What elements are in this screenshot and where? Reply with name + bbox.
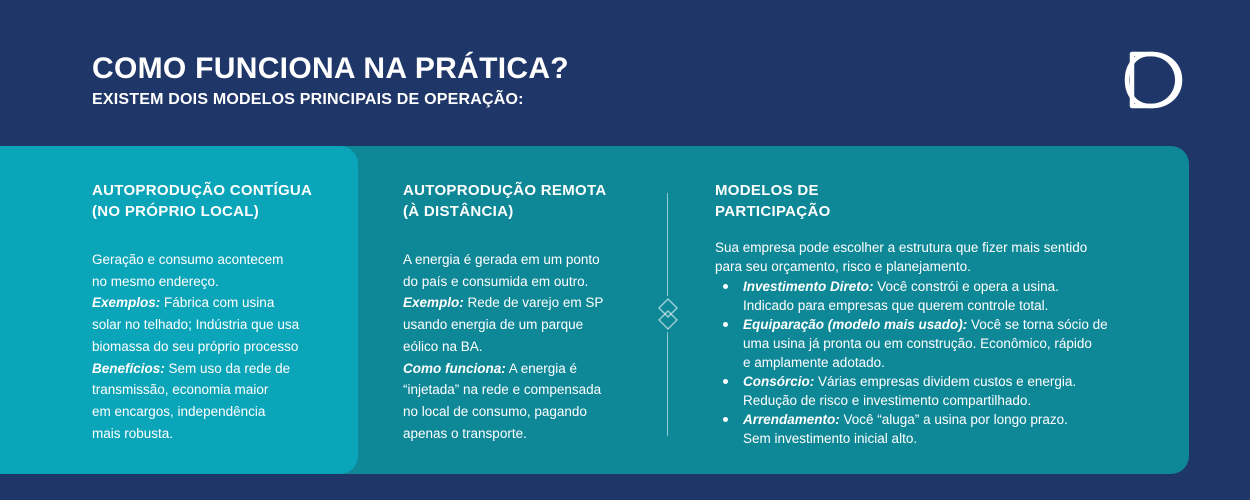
list-item: Equiparação (modelo mais usado): Você se torna sócio de uma usina já pronta ou em construção. Econômico, rápido e amplamente adotado.	[715, 315, 1155, 372]
text-line: Geração e consumo acontecem	[92, 252, 284, 267]
text-line: “injetada” na rede e compensada	[403, 382, 602, 398]
page-title: COMO FUNCIONA NA PRÁTICA?	[92, 52, 569, 85]
text-line: solar no telhado; Indústria que usa	[92, 317, 300, 333]
text-line: Benefícios: Sem uso da rede de	[92, 360, 291, 376]
text-line: Como funciona: A energia é	[403, 360, 578, 376]
text-line: usando energia de um parque	[403, 317, 584, 333]
text-line: em encargos, independência	[92, 403, 266, 419]
column-body	[92, 249, 352, 444]
text-line: mais robusta.	[92, 425, 174, 441]
text-line: A energia é gerada em um ponto	[403, 252, 600, 267]
bullet-icon	[723, 322, 728, 327]
bullet-icon	[723, 284, 728, 289]
text-line: transmissão, economia maior	[92, 382, 269, 398]
column-heading: AUTOPRODUÇÃO CONTÍGUA (NO PRÓPRIO LOCAL)	[92, 182, 313, 220]
list-item: Arrendamento: Você “aluga” a usina por longo prazo. Sem investimento inicial alto.	[715, 410, 1155, 448]
bullet-icon	[723, 379, 728, 384]
text-line: do país e consumida em outro.	[403, 273, 589, 289]
list-item: Investimento Direto: Você constrói e opera a usina. Indicado para empresas que querem controle total.	[715, 277, 1155, 315]
divider-diamond-icon	[656, 296, 680, 332]
list-item: Consórcio: Várias empresas dividem custos e energia. Redução de risco e investimento compartilhado.	[715, 372, 1155, 410]
text-line: eólico na BA.	[403, 338, 483, 354]
text-line: no mesmo endereço.	[92, 273, 219, 289]
column-remota	[403, 180, 653, 444]
column-heading: AUTOPRODUÇÃO REMOTA (À DISTÂNCIA)	[403, 182, 607, 220]
bullet-icon	[723, 417, 728, 422]
column-intro: Sua empresa pode escolher a estrutura que fizer mais sentido para seu orçamento, risco e planejamento.	[715, 240, 1088, 274]
text-line: apenas o transporte.	[403, 425, 527, 441]
column-heading: MODELOS DE PARTICIPAÇÃO	[715, 182, 831, 220]
text-line: Exemplos: Fábrica com usina	[92, 295, 275, 311]
brand-logo-icon	[1122, 50, 1190, 110]
column-modelos	[715, 180, 1155, 448]
column-body	[403, 249, 653, 444]
participation-list	[715, 277, 1155, 448]
text-line: biomassa do seu próprio processo	[92, 338, 299, 354]
text-line: Exemplo: Rede de varejo em SP	[403, 295, 604, 311]
page-subtitle: EXISTEM DOIS MODELOS PRINCIPAIS DE OPERAÇÃO:	[92, 91, 524, 108]
text-line: no local de consumo, pagando	[403, 403, 587, 419]
column-contigua	[92, 180, 352, 444]
